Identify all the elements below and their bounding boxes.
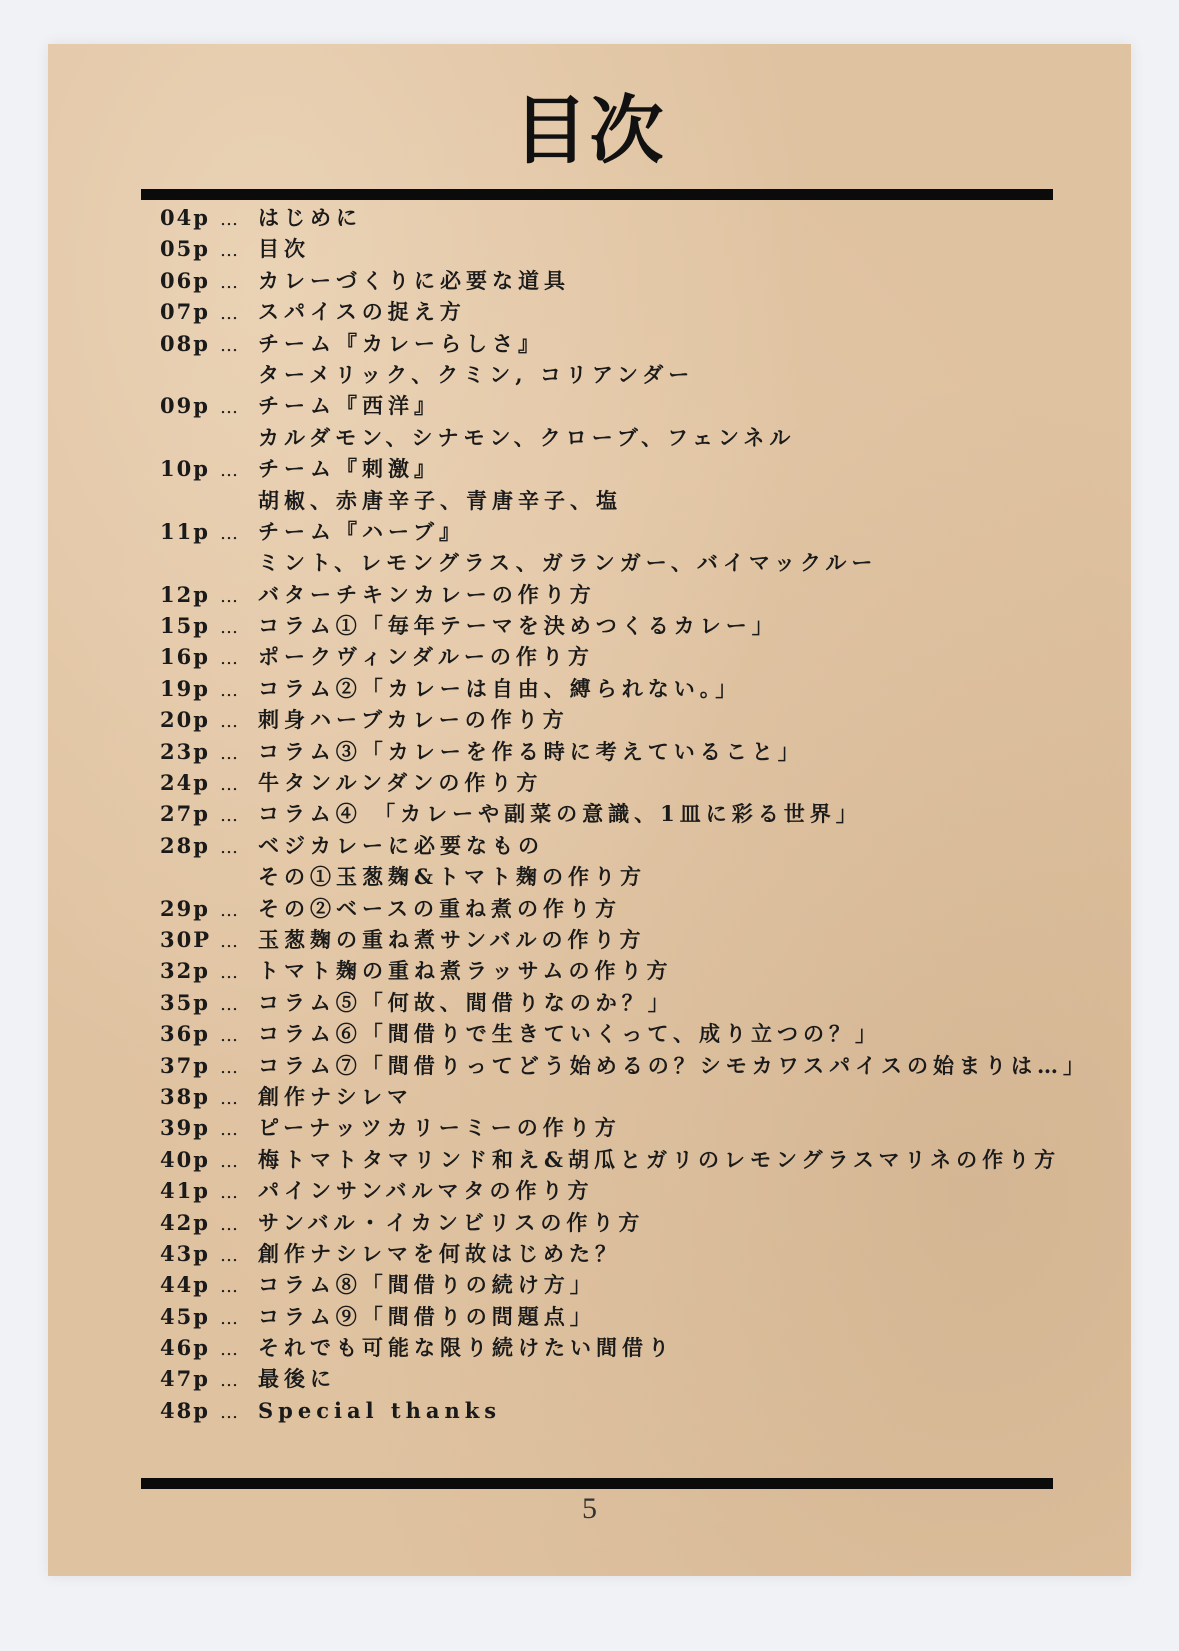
- toc-title: コラム⑦「間借りってどう始めるの？シモカワスパイスの始まりは…」: [258, 1052, 1089, 1078]
- toc-leader: …: [220, 271, 238, 293]
- toc-entry: [160, 328, 1120, 359]
- bottom-divider: [141, 1478, 1053, 1489]
- toc-title: ミント、レモングラス、ガランガー、バイマックルー: [258, 550, 878, 576]
- toc-title: 創作ナシレマ: [258, 1083, 414, 1109]
- toc-title: スパイスの捉え方: [258, 299, 466, 325]
- toc-leader: …: [220, 1150, 238, 1172]
- toc-page-number: 46p: [160, 1335, 210, 1361]
- toc-entry: [160, 485, 1120, 516]
- toc-leader: …: [220, 742, 238, 764]
- toc-entry: [160, 893, 1120, 924]
- toc-page-number: 06p: [160, 267, 210, 293]
- toc-leader: …: [220, 1119, 238, 1141]
- toc-page-number: 43p: [160, 1240, 210, 1266]
- top-divider: [141, 189, 1053, 200]
- toc-page-number: 48p: [160, 1397, 210, 1423]
- toc-page-number: 04p: [160, 205, 210, 230]
- toc-page-number: 39p: [160, 1115, 210, 1141]
- toc-title: コラム⑤「何故、間借りなのか？」: [258, 989, 674, 1015]
- toc-entry: [160, 704, 1120, 735]
- toc-title: サンバル・イカンビリスの作り方: [258, 1209, 645, 1235]
- toc-title: その②ベースの重ね煮の作り方: [258, 895, 621, 921]
- toc-leader: …: [220, 1087, 238, 1109]
- toc-entry: [160, 579, 1120, 610]
- toc-leader: …: [220, 585, 238, 607]
- toc-leader: …: [220, 1401, 238, 1423]
- toc-title: コラム①「毎年テーマを決めつくるカレー」: [258, 613, 778, 639]
- toc-entry: [160, 1363, 1120, 1394]
- toc-page-number: 16p: [160, 644, 210, 670]
- toc-title: 最後に: [258, 1366, 336, 1392]
- toc-leader: …: [220, 899, 238, 921]
- toc-leader: …: [220, 679, 238, 701]
- toc-leader: …: [220, 930, 238, 952]
- toc-entry: [160, 1144, 1120, 1175]
- toc-entry: [160, 453, 1120, 484]
- toc-page-number: 24p: [160, 770, 210, 796]
- toc-leader: …: [220, 522, 238, 544]
- toc-page-number: 29p: [160, 895, 210, 921]
- toc-entry: [160, 987, 1120, 1018]
- toc-leader: …: [220, 460, 238, 482]
- toc-page-number: 32p: [160, 958, 210, 984]
- toc-page-number: 10p: [160, 456, 210, 482]
- toc-entry: [160, 767, 1120, 798]
- toc-entry: [160, 641, 1120, 672]
- toc-entry: [160, 1395, 1120, 1426]
- toc-entry: [160, 955, 1120, 986]
- toc-entry: [160, 390, 1120, 421]
- toc-entry: [160, 1018, 1120, 1049]
- page-number: 5: [582, 1492, 597, 1525]
- toc-leader: …: [220, 209, 238, 230]
- toc-title: 創作ナシレマを何故はじめた？: [258, 1240, 622, 1266]
- toc-entry: [160, 1112, 1120, 1143]
- toc-leader: …: [220, 617, 238, 639]
- toc-leader: …: [220, 1213, 238, 1235]
- toc-entry: [160, 233, 1120, 264]
- toc-entry: [160, 1175, 1120, 1206]
- toc-entry: [160, 359, 1120, 390]
- toc-page-number: 44p: [160, 1272, 210, 1298]
- toc-entry: [160, 1301, 1120, 1332]
- toc-leader: …: [220, 240, 238, 262]
- toc-leader: …: [220, 1244, 238, 1266]
- toc-entry: [160, 202, 1120, 233]
- toc-entry: [160, 1050, 1120, 1081]
- toc-leader: …: [220, 836, 238, 858]
- toc-title: その①玉葱麹&トマト麹の作り方: [258, 864, 646, 890]
- toc-entry: [160, 265, 1120, 296]
- toc-page-number: 40p: [160, 1146, 210, 1172]
- toc-leader: …: [220, 1276, 238, 1298]
- toc-title: コラム④ 「カレーや副菜の意識、1皿に彩る世界」: [258, 801, 862, 827]
- toc-entry: [160, 861, 1120, 892]
- toc-page-number: 23p: [160, 738, 210, 764]
- toc-title: コラム⑨「間借りの問題点」: [258, 1303, 596, 1329]
- toc-title: カルダモン、シナモン、クローブ、フェンネル: [258, 424, 796, 450]
- toc-title: ターメリック、クミン, コリアンダー: [258, 361, 695, 387]
- toc-title: ピーナッツカリーミーの作り方: [258, 1115, 621, 1141]
- toc-title: 胡椒、赤唐辛子、青唐辛子、塩: [258, 487, 622, 513]
- toc-page-number: 38p: [160, 1083, 210, 1109]
- toc-page-number: 36p: [160, 1021, 210, 1047]
- toc-leader: …: [220, 993, 238, 1015]
- page-title: 目次: [513, 88, 666, 174]
- toc-page-number: 30P: [160, 926, 212, 952]
- toc-page-number: 19p: [160, 675, 210, 701]
- toc-page-number: 09p: [160, 393, 210, 419]
- toc-title: コラム⑧「間借りの続け方」: [258, 1272, 596, 1298]
- toc-page-number: 47p: [160, 1366, 210, 1392]
- toc-title: バターチキンカレーの作り方: [258, 581, 596, 607]
- toc-title: 玉葱麹の重ね煮サンバルの作り方: [258, 926, 646, 952]
- toc-entry: [160, 296, 1120, 327]
- toc-leader: …: [220, 1056, 238, 1078]
- toc-entry: [160, 1081, 1120, 1112]
- toc-leader: …: [220, 303, 238, 325]
- toc-title: チーム『ハーブ』: [258, 518, 465, 544]
- toc-leader: …: [220, 397, 238, 419]
- toc-page-number: 20p: [160, 707, 210, 733]
- toc-title: トマト麹の重ね煮ラッサムの作り方: [258, 958, 673, 984]
- toc-leader: …: [220, 711, 238, 733]
- toc-title: パインサンバルマタの作り方: [258, 1178, 594, 1204]
- toc-entry: [160, 547, 1120, 578]
- toc-entry: [160, 736, 1120, 767]
- toc-leader: …: [220, 334, 238, 356]
- toc-entry: [160, 1269, 1120, 1300]
- toc-title: それでも可能な限り続けたい間借り: [258, 1335, 674, 1361]
- toc-title: チーム『カレーらしさ』: [258, 330, 544, 356]
- toc-page-number: 12p: [160, 581, 210, 607]
- toc-leader: …: [220, 774, 238, 796]
- toc-page-number: 05p: [160, 236, 210, 262]
- toc-page-number: 07p: [160, 299, 210, 325]
- toc-page-number: 45p: [160, 1303, 210, 1329]
- toc-entry: [160, 422, 1120, 453]
- toc-title: チーム『刺激』: [258, 456, 440, 482]
- toc-leader: …: [220, 1339, 238, 1361]
- toc-title: チーム『西洋』: [258, 393, 440, 419]
- toc-leader: …: [220, 648, 238, 670]
- toc-leader: …: [220, 805, 238, 827]
- toc-title: 牛タンルンダンの作り方: [258, 770, 543, 796]
- toc-entry: [160, 610, 1120, 641]
- toc-entry: [160, 516, 1120, 547]
- toc-page-number: 11p: [160, 518, 210, 544]
- toc-entry: [160, 673, 1120, 704]
- document-page: [48, 44, 1131, 1576]
- toc-leader: …: [220, 1182, 238, 1204]
- toc-title: ベジカレーに必要なもの: [258, 832, 544, 858]
- toc-page-number: 15p: [160, 613, 210, 639]
- toc-title: 目次: [258, 236, 310, 262]
- toc-leader: …: [220, 1370, 238, 1392]
- toc-page-number: 08p: [160, 330, 210, 356]
- toc-title: コラム③「カレーを作る時に考えていること」: [258, 738, 804, 764]
- toc-title: ポークヴィンダルーの作り方: [258, 644, 594, 670]
- table-of-contents: [160, 202, 1120, 1426]
- toc-page-number: 41p: [160, 1178, 210, 1204]
- toc-entry: [160, 830, 1120, 861]
- toc-leader: …: [220, 962, 238, 984]
- toc-page-number: 42p: [160, 1209, 210, 1235]
- toc-page-number: 37p: [160, 1052, 210, 1078]
- toc-title: 梅トマトタマリンド和え&胡瓜とガリのレモングラスマリネの作り方: [258, 1146, 1061, 1172]
- toc-page-number: 35p: [160, 989, 210, 1015]
- toc-title: コラム②「カレーは自由、縛られない。」: [258, 675, 742, 701]
- toc-leader: …: [220, 1025, 238, 1047]
- toc-entry: [160, 1238, 1120, 1269]
- toc-entry: [160, 798, 1120, 829]
- toc-page-number: 27p: [160, 801, 210, 827]
- toc-leader: …: [220, 1307, 238, 1329]
- toc-entry: [160, 1207, 1120, 1238]
- toc-title: Special thanks: [258, 1397, 502, 1423]
- toc-page-number: 28p: [160, 832, 210, 858]
- toc-title: コラム⑥「間借りで生きていくって、成り立つの？」: [258, 1021, 881, 1047]
- toc-entry: [160, 1332, 1120, 1363]
- toc-title: 刺身ハーブカレーの作り方: [258, 707, 569, 733]
- toc-title: カレーづくりに必要な道具: [258, 267, 570, 293]
- toc-title: はじめに: [258, 205, 362, 230]
- toc-entry: [160, 924, 1120, 955]
